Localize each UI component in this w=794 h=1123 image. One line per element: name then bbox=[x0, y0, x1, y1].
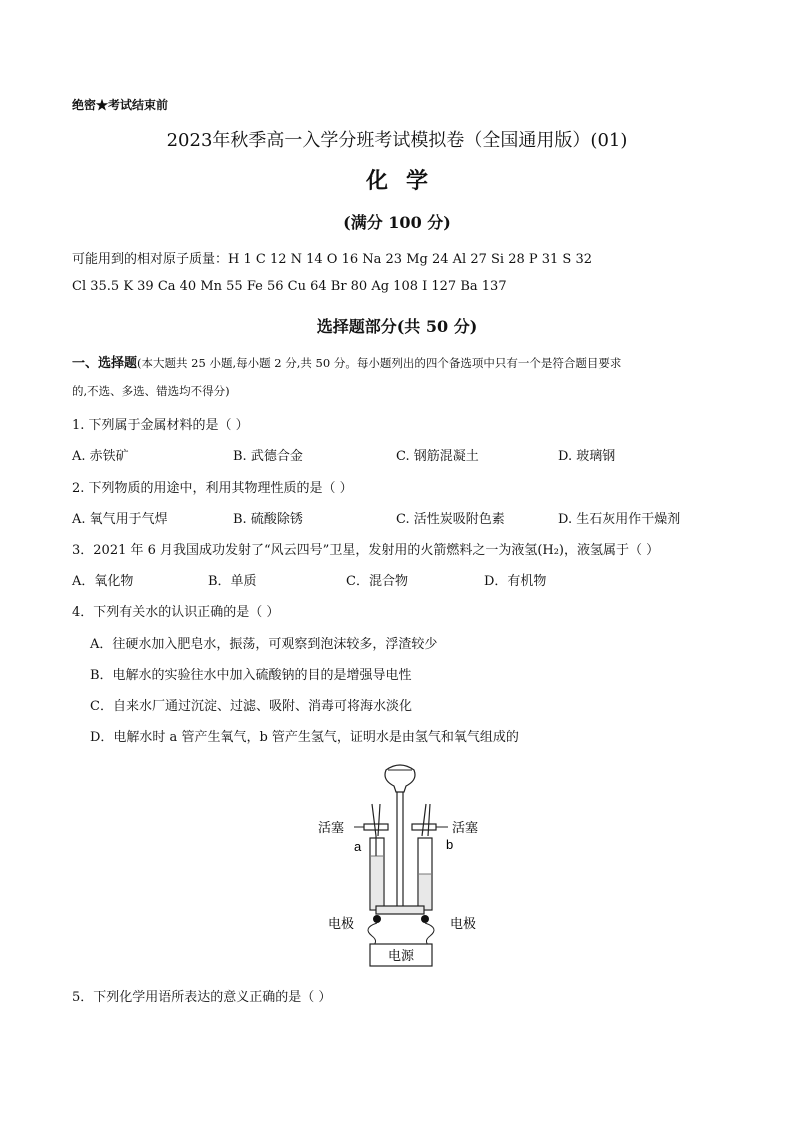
q2-option-b: B. 硫酸除锈 bbox=[233, 512, 303, 527]
q4-option-a: A．往硬水加入肥皂水，振荡，可观察到泡沫较多，浮渣较少 bbox=[90, 637, 438, 652]
q4-option-b: B．电解水的实验往水中加入硫酸钠的目的是增强导电性 bbox=[90, 668, 412, 683]
q1-option-a: A. 赤铁矿 bbox=[72, 449, 129, 464]
instructions-part-1: (本大题共 25 小题,每小题 2 分,共 50 分。每小题列出的四个备选项中只有一个是符合题目要求 bbox=[137, 356, 622, 370]
label-electrode-right: 电极 bbox=[450, 916, 477, 931]
label-electrode-left: 电极 bbox=[327, 916, 354, 931]
label-stopcock-left: 活塞 bbox=[317, 820, 344, 835]
question-2-stem: 2. 下列物质的用途中，利用其物理性质的是（ ） bbox=[72, 481, 353, 496]
subject-title: 化学 bbox=[365, 168, 446, 194]
label-stopcock-right: 活塞 bbox=[452, 820, 479, 835]
q2-option-a: A. 氧气用于气焊 bbox=[72, 512, 168, 527]
label-tube-a: a bbox=[354, 839, 362, 854]
q1-option-b: B. 武德合金 bbox=[233, 449, 303, 464]
question-5-stem: 5．下列化学用语所表达的意义正确的是（ ） bbox=[72, 990, 332, 1005]
q2-option-c: C. 活性炭吸附色素 bbox=[396, 512, 505, 527]
q3-option-d: D．有机物 bbox=[484, 574, 547, 589]
q4-option-c: C．自来水厂通过沉淀、过滤、吸附、消毒可将海水淡化 bbox=[90, 699, 412, 714]
section-heading: 一、选择题 bbox=[72, 356, 138, 371]
q3-option-b: B．单质 bbox=[208, 574, 257, 589]
question-3-stem: 3．2021 年 6 月我国成功发射了“风云四号”卫星，发射用的火箭燃料之一为液氢(H₂)，液氢属于（ ） bbox=[72, 543, 660, 558]
question-4-stem: 4．下列有关水的认识正确的是（ ） bbox=[72, 605, 280, 620]
question-1-stem: 1. 下列属于金属材料的是（ ） bbox=[72, 418, 249, 433]
electrolysis-apparatus-diagram bbox=[300, 756, 500, 972]
full-score: (满分 100 分) bbox=[343, 213, 451, 232]
instructions-part-2: 的,不选、多选、错选均不得分) bbox=[72, 384, 230, 398]
q4-option-d: D．电解水时 a 管产生氧气，b 管产生氢气，证明水是由氢气和氧气组成的 bbox=[90, 730, 519, 745]
section-title: 选择题部分(共 50 分) bbox=[316, 317, 478, 336]
atomic-masses-line-1: 可能用到的相对原子质量：H 1 C 12 N 14 O 16 Na 23 Mg 24 Al 27 Si 28 P 31 S 32 bbox=[72, 252, 593, 267]
q1-option-c: C. 钢筋混凝土 bbox=[396, 449, 479, 464]
secret-mark: 绝密★考试结束前 bbox=[72, 98, 169, 112]
section-instructions bbox=[72, 352, 621, 371]
label-power-supply: 电源 bbox=[387, 948, 415, 963]
q3-option-a: A．氧化物 bbox=[72, 574, 134, 589]
exam-title: 2023年秋季高一入学分班考试模拟卷（全国通用版）(01) bbox=[166, 130, 628, 151]
atomic-masses-line-2: Cl 35.5 K 39 Ca 40 Mn 55 Fe 56 Cu 64 Br 80 Ag 108 I 127 Ba 137 bbox=[72, 279, 507, 294]
q3-option-c: C．混合物 bbox=[346, 574, 408, 589]
label-tube-b: b bbox=[446, 837, 454, 852]
q1-option-d: D. 玻璃钢 bbox=[558, 449, 616, 464]
q2-option-d: D. 生石灰用作干燥剂 bbox=[558, 512, 681, 527]
